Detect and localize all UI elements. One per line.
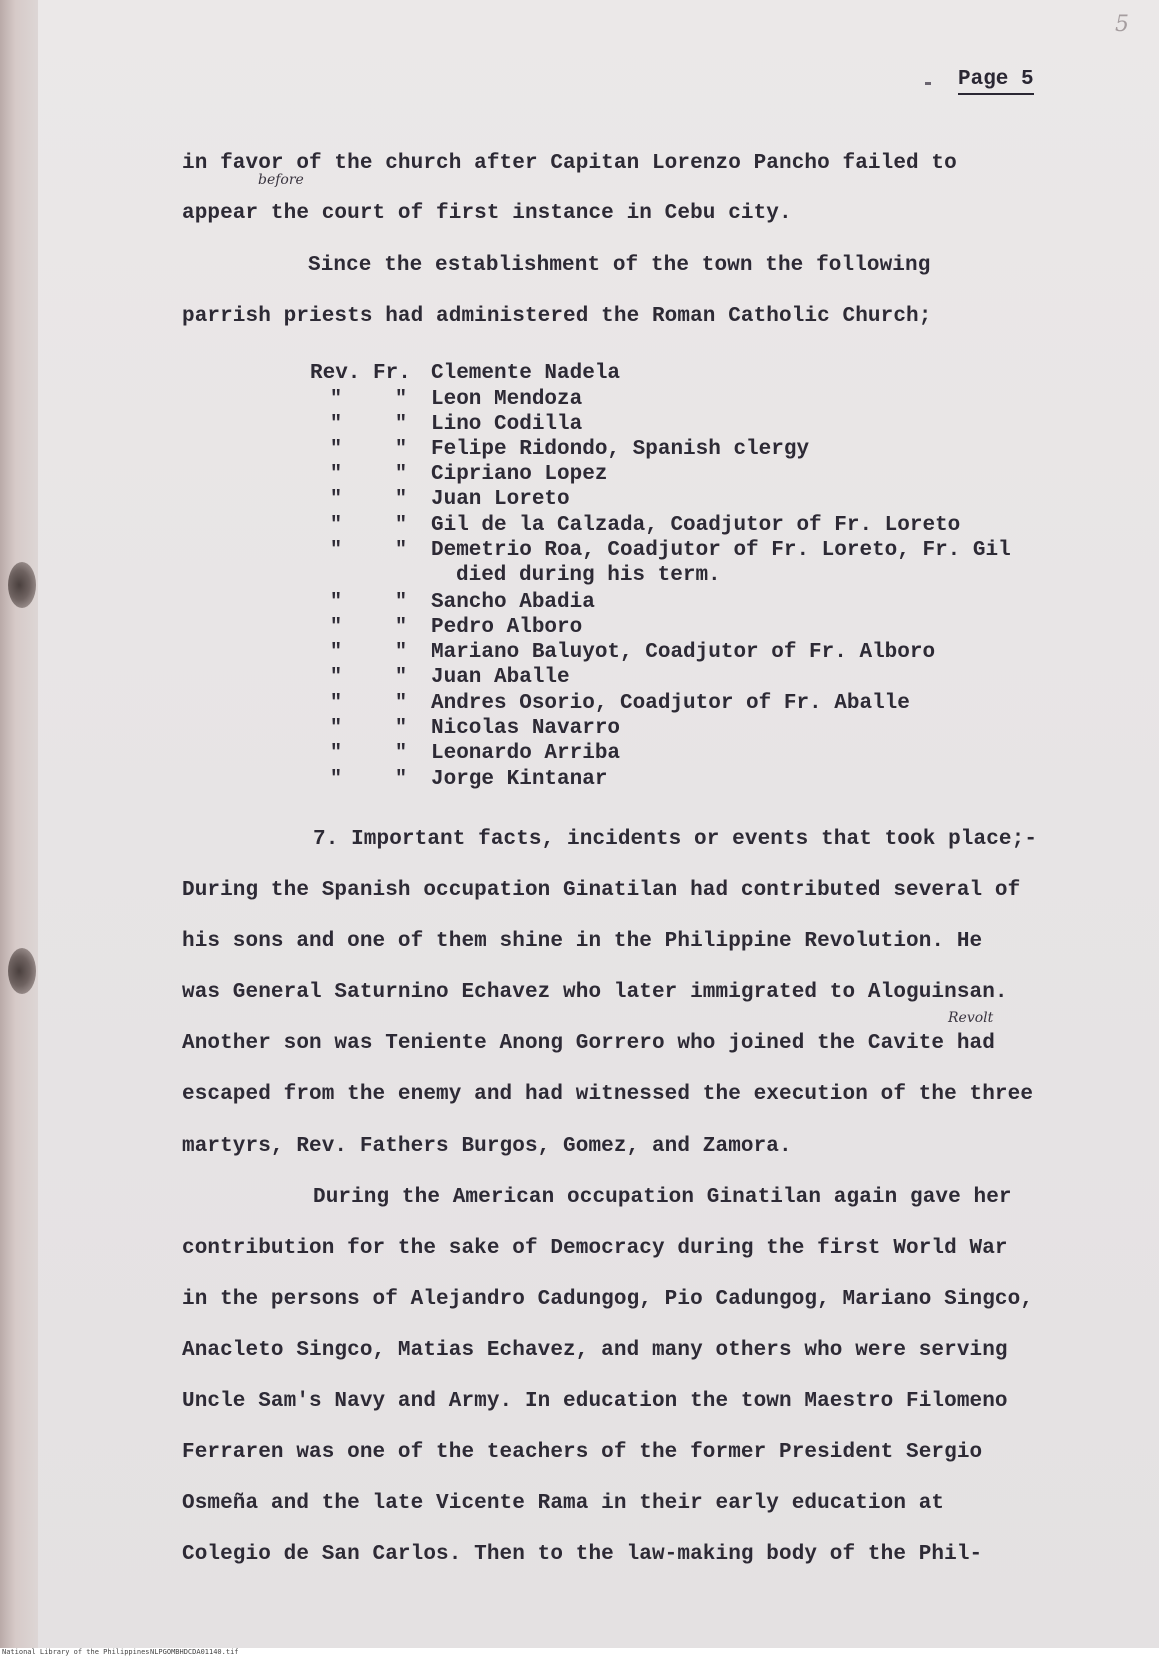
priest-name: Jorge Kintanar xyxy=(431,768,608,791)
ditto-mark: " xyxy=(330,463,343,486)
ditto-mark: " xyxy=(395,666,408,689)
ditto-mark: " xyxy=(395,463,408,486)
text-line: Colegio de San Carlos. Then to the law-making body of the Phil- xyxy=(182,1543,983,1566)
text-line: During the Spanish occupation Ginatilan had contributed several of xyxy=(182,879,1021,902)
ditto-mark: " xyxy=(395,388,408,411)
ditto-mark: " xyxy=(330,413,343,436)
priest-name: Clemente Nadela xyxy=(431,362,621,385)
ditto-mark: " xyxy=(395,488,408,511)
priest-name: Nicolas Navarro xyxy=(431,717,621,740)
ditto-mark: " xyxy=(330,388,343,411)
text-line: Anacleto Singco, Matias Echavez, and many others who were serving xyxy=(182,1339,1008,1362)
section-heading: 7. Important facts, incidents or events that took place;- xyxy=(313,828,1038,851)
ditto-mark: " xyxy=(330,666,343,689)
ditto-mark: " xyxy=(330,742,343,765)
priest-name: Felipe Ridondo, Spanish clergy xyxy=(431,438,810,461)
ditto-mark: " xyxy=(395,438,408,461)
text-line: Osmeña and the late Vicente Rama in their early education at xyxy=(182,1492,945,1515)
text-line: During the American occupation Ginatilan again gave her xyxy=(313,1186,1012,1209)
priest-name: Juan Loreto xyxy=(431,488,570,511)
text-line: in the persons of Alejandro Cadungog, Pio Cadungog, Mariano Singco, xyxy=(182,1288,1034,1311)
ditto-mark: " xyxy=(330,488,343,511)
ditto-mark: " xyxy=(395,692,408,715)
text-line: appear the court of first instance in Cebu city. xyxy=(182,202,792,225)
text-line: was General Saturnino Echavez who later immigrated to Aloguinsan. xyxy=(182,981,1008,1004)
priest-name: Demetrio Roa, Coadjutor of Fr. Loreto, Fr. Gil xyxy=(431,539,1011,562)
handwritten-insertion: Revolt xyxy=(948,1010,994,1026)
priest-name: Lino Codilla xyxy=(431,413,583,436)
ditto-mark: " xyxy=(395,717,408,740)
priest-name: Mariano Baluyot, Coadjutor of Fr. Alboro xyxy=(431,641,936,664)
text-line: contribution for the sake of Democracy during the first World War xyxy=(182,1237,1008,1260)
handwritten-insertion: before xyxy=(258,172,304,188)
priest-name: Juan Aballe xyxy=(431,666,570,689)
ditto-mark: " xyxy=(395,514,408,537)
priest-title: Rev. Fr. xyxy=(310,362,411,385)
ditto-mark: " xyxy=(395,413,408,436)
text-line: escaped from the enemy and had witnessed the execution of the three xyxy=(182,1083,1034,1106)
text-line: Uncle Sam's Navy and Army. In education the town Maestro Filomeno xyxy=(182,1390,1008,1413)
decorative-tick xyxy=(925,82,931,85)
ditto-mark: " xyxy=(395,539,408,562)
text-line: parrish priests had administered the Roman Catholic Church; xyxy=(182,305,932,328)
ditto-mark: " xyxy=(395,641,408,664)
ditto-mark: " xyxy=(395,742,408,765)
corner-page-number: 5 xyxy=(1115,12,1129,37)
binding-hole xyxy=(8,948,36,994)
text-line: Another son was Teniente Anong Gorrero who joined the Cavite had xyxy=(182,1032,995,1055)
priest-name: Sancho Abadia xyxy=(431,591,595,614)
ditto-mark: " xyxy=(330,768,343,791)
priest-name: Andres Osorio, Coadjutor of Fr. Aballe xyxy=(431,692,910,715)
ditto-mark: " xyxy=(330,591,343,614)
priest-name: Pedro Alboro xyxy=(431,616,583,639)
priest-name: Leon Mendoza xyxy=(431,388,583,411)
binding-hole xyxy=(8,562,36,608)
ditto-mark: " xyxy=(330,692,343,715)
page-title: Page 5 xyxy=(958,68,1034,95)
priest-name: Leonardo Arriba xyxy=(431,742,621,765)
priest-name: Gil de la Calzada, Coadjutor of Fr. Loreto xyxy=(431,514,961,537)
ditto-mark: " xyxy=(330,539,343,562)
text-line: his sons and one of them shine in the Philippine Revolution. He xyxy=(182,930,983,953)
text-line: Since the establishment of the town the following xyxy=(308,254,931,277)
ditto-mark: " xyxy=(395,591,408,614)
ditto-mark: " xyxy=(395,768,408,791)
scan-footer xyxy=(0,1648,1159,1658)
ditto-mark: " xyxy=(330,641,343,664)
priest-note: died during his term. xyxy=(456,564,721,587)
text-line: martyrs, Rev. Fathers Burgos, Gomez, and Zamora. xyxy=(182,1135,792,1158)
ditto-mark: " xyxy=(330,438,343,461)
priest-name: Cipriano Lopez xyxy=(431,463,608,486)
ditto-mark: " xyxy=(330,616,343,639)
ditto-mark: " xyxy=(330,514,343,537)
text-line: Ferraren was one of the teachers of the former President Sergio xyxy=(182,1441,983,1464)
text-line: in favor of the church after Capitan Lorenzo Pancho failed to xyxy=(182,152,957,175)
footer-library: National Library of the Philippines xyxy=(2,1648,150,1656)
page-binding xyxy=(0,0,39,1648)
ditto-mark: " xyxy=(330,717,343,740)
ditto-mark: " xyxy=(395,616,408,639)
footer-filename: NLPGOMBHDCDA01140.tif xyxy=(150,1648,239,1656)
